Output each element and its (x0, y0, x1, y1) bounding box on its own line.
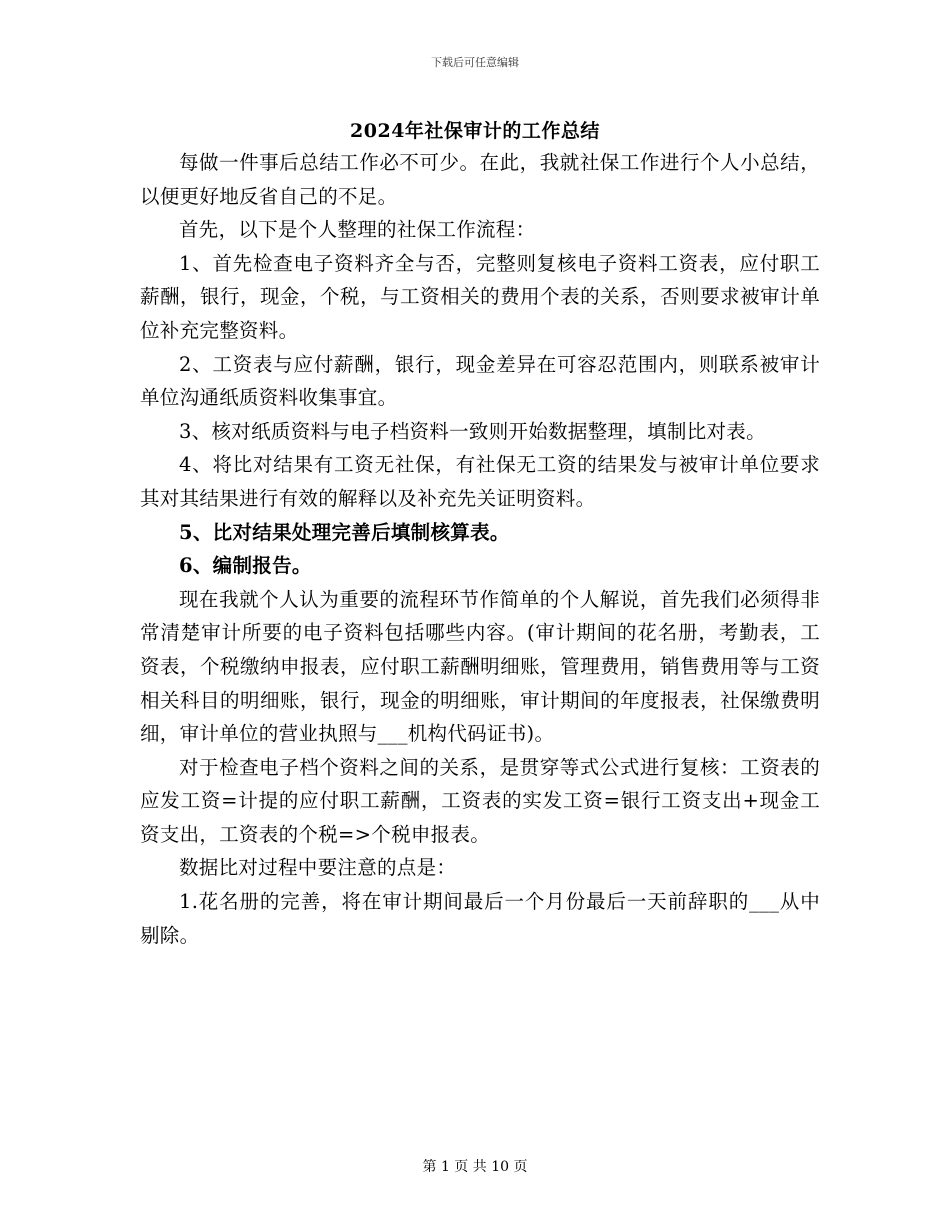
paragraph-step-6: 6、编制报告。 (179, 554, 312, 578)
document-body (140, 146, 820, 952)
page-number: 第 1 页 共 10 页 (422, 1159, 528, 1175)
paragraph-notes-lead: 数据比对过程中要注意的点是： (179, 856, 457, 880)
paragraph-note-1: 1.花名册的完善，将在审计期间最后一个月份最后一天前辞职的___从中剔除。 (140, 890, 820, 947)
paragraph-step-3: 3、核对纸质资料与电子档资料一致则开始数据整理，填制比对表。 (179, 419, 766, 443)
header-note: 下载后可任意编辑 (431, 56, 519, 69)
paragraph-step-4: 4、将比对结果有工资无社保，有社保无工资的结果发与被审计单位要求其对其结果进行有效的解释以及补充先关证明资料。 (140, 453, 820, 510)
paragraph-formula: 对于检查电子档个资料之间的关系，是贯穿等式公式进行复核：工资表的应发工资=计提的应付职工薪酬，工资表的实发工资=银行工资支出+现金工资支出，工资表的个税=>个税申报表。 (140, 755, 820, 846)
document-title: 2024年社保审计的工作总结 (350, 120, 600, 142)
paragraph-intro: 每做一件事后总结工作必不可少。在此，我就社保工作进行个人小总结，以便更好地反省自己的不足。 (140, 151, 820, 208)
paragraph-step-1: 1、首先检查电子资料齐全与否，完整则复核电子资料工资表，应付职工薪酬，银行，现金，个税，与工资相关的费用个表的关系，否则要求被审计单位补充完整资料。 (140, 251, 820, 342)
paragraph-step-5: 5、比对结果处理完善后填制核算表。 (179, 520, 510, 544)
paragraph-explanation: 现在我就个人认为重要的流程环节作简单的个人解说，首先我们必须得非常清楚审计所要的电子资料包括哪些内容。(审计期间的花名册，考勤表，工资表，个税缴纳申报表，应付职工薪酬明细账，管理费用，销售费用等与工资相关科目的明细账，银行，现金的明细账，审计期间的年度报表，社保缴费明细，审计单位的营业执照与___机构代码证书)。 (140, 587, 820, 746)
paragraph-step-2: 2、工资表与应付薪酬，银行，现金差异在可容忍范围内，则联系被审计单位沟通纸质资料收集事宜。 (140, 352, 820, 410)
paragraph-workflow-lead: 首先，以下是个人整理的社保工作流程： (179, 218, 536, 242)
